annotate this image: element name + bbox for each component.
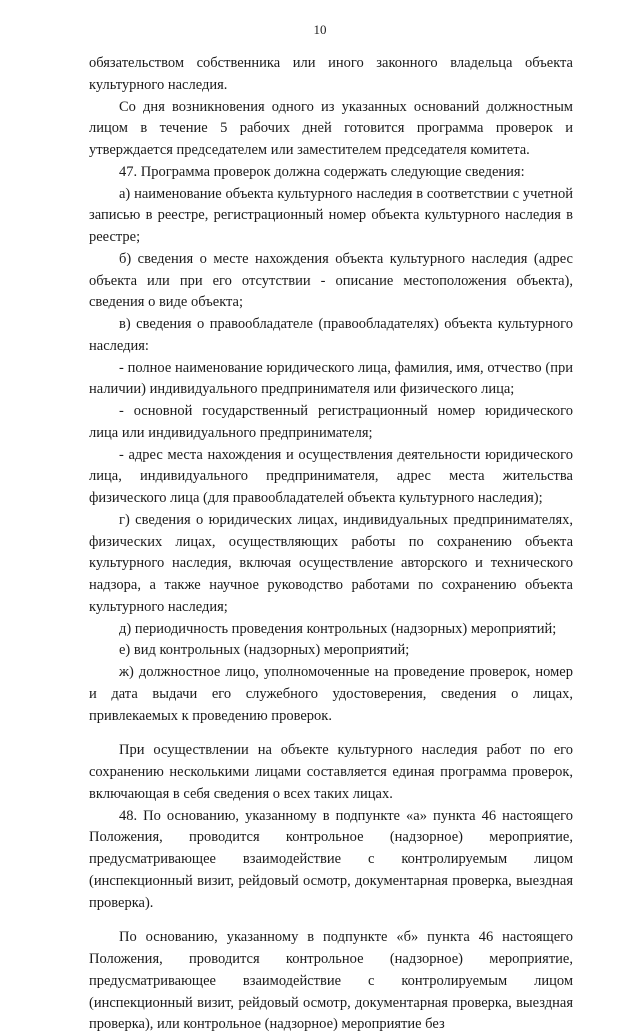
- paragraph-5: б) сведения о месте нахождения объекта культурного наследия (адрес объекта или при его отсутствии - описание местоположения объекта), сведения о виде объекта;: [89, 250, 573, 311]
- paragraph-14: При осуществлении на объекте культурного наследия работ по его сохранению несколькими лицами составляется единая программа проверок, включающая в себя сведения о всех таких лицах.: [89, 742, 573, 802]
- paragraph-13: ж) должностное лицо, уполномоченные на проведение проверок, номер и дата выдачи его служебного удостоверения, сведения о лицах, привлекаемых к проведению проверок.: [89, 664, 573, 724]
- paragraph-10: г) сведения о юридических лицах, индивидуальных предпринимателях, физических лицах, осуществляющих работы по сохранению объекта культурного наследия, включая осуществление авторского и технического надзора, а также научное руководство работами по сохранению объекта культурного наследия;: [89, 511, 573, 615]
- paragraph-1: обязательством собственника или иного законного владельца объекта культурного наследия.: [89, 55, 573, 93]
- paragraph-11: д) периодичность проведения контрольных (надзорных) мероприятий;: [119, 620, 557, 637]
- paragraph-4: а) наименование объекта культурного наследия в соответствии с учетной записью в реестре, регистрационный номер объекта культурного наследия в реестре;: [89, 185, 573, 245]
- paragraph-2: Со дня возникновения одного из указанных оснований должностным лицом в течение 5 рабочих дней готовится программа проверок и утверждается председателем или заместителем председателя комитета.: [89, 98, 573, 158]
- paragraph-15: 48. По основанию, указанному в подпункте «а» пункта 46 настоящего Положения, проводится контрольное (надзорное) мероприятие, предусматривающее взаимодействие с контролируемым лицом (инспекционный визит, рейдовый осмотр, документарная проверка, выездная проверка).: [89, 807, 573, 911]
- paragraph-6: в) сведения о правообладателе (правообладателях) объекта культурного наследия:: [89, 316, 573, 354]
- paragraph-12: е) вид контрольных (надзорных) мероприятий;: [119, 642, 410, 659]
- paragraph-3: 47. Программа проверок должна содержать следующие сведения:: [119, 163, 525, 180]
- paragraph-9: - адрес места нахождения и осуществления деятельности юридического лица, индивидуального предпринимателя, адрес места жительства физического лица (для правообладателей объекта культурного наследия);: [89, 446, 573, 506]
- paragraph-7: - полное наименование юридического лица, фамилия, имя, отчество (при наличии) индивидуального предпринимателя или физического лица;: [89, 359, 573, 398]
- paragraph-8: - основной государственный регистрационный номер юридического лица или индивидуального предпринимателя;: [89, 403, 573, 441]
- paragraph-16: По основанию, указанному в подпункте «б» пункта 46 настоящего Положения, проводится контрольное (надзорное) мероприятие, предусматривающее взаимодействие с контролируемым лицом (инспекционный визит, рейдовый осмотр, документарная проверка, выездная проверка), или контрольное (надзорное) мероприятие без: [89, 929, 573, 1033]
- page-number: 10: [313, 22, 327, 37]
- document-body: [89, 53, 573, 1036]
